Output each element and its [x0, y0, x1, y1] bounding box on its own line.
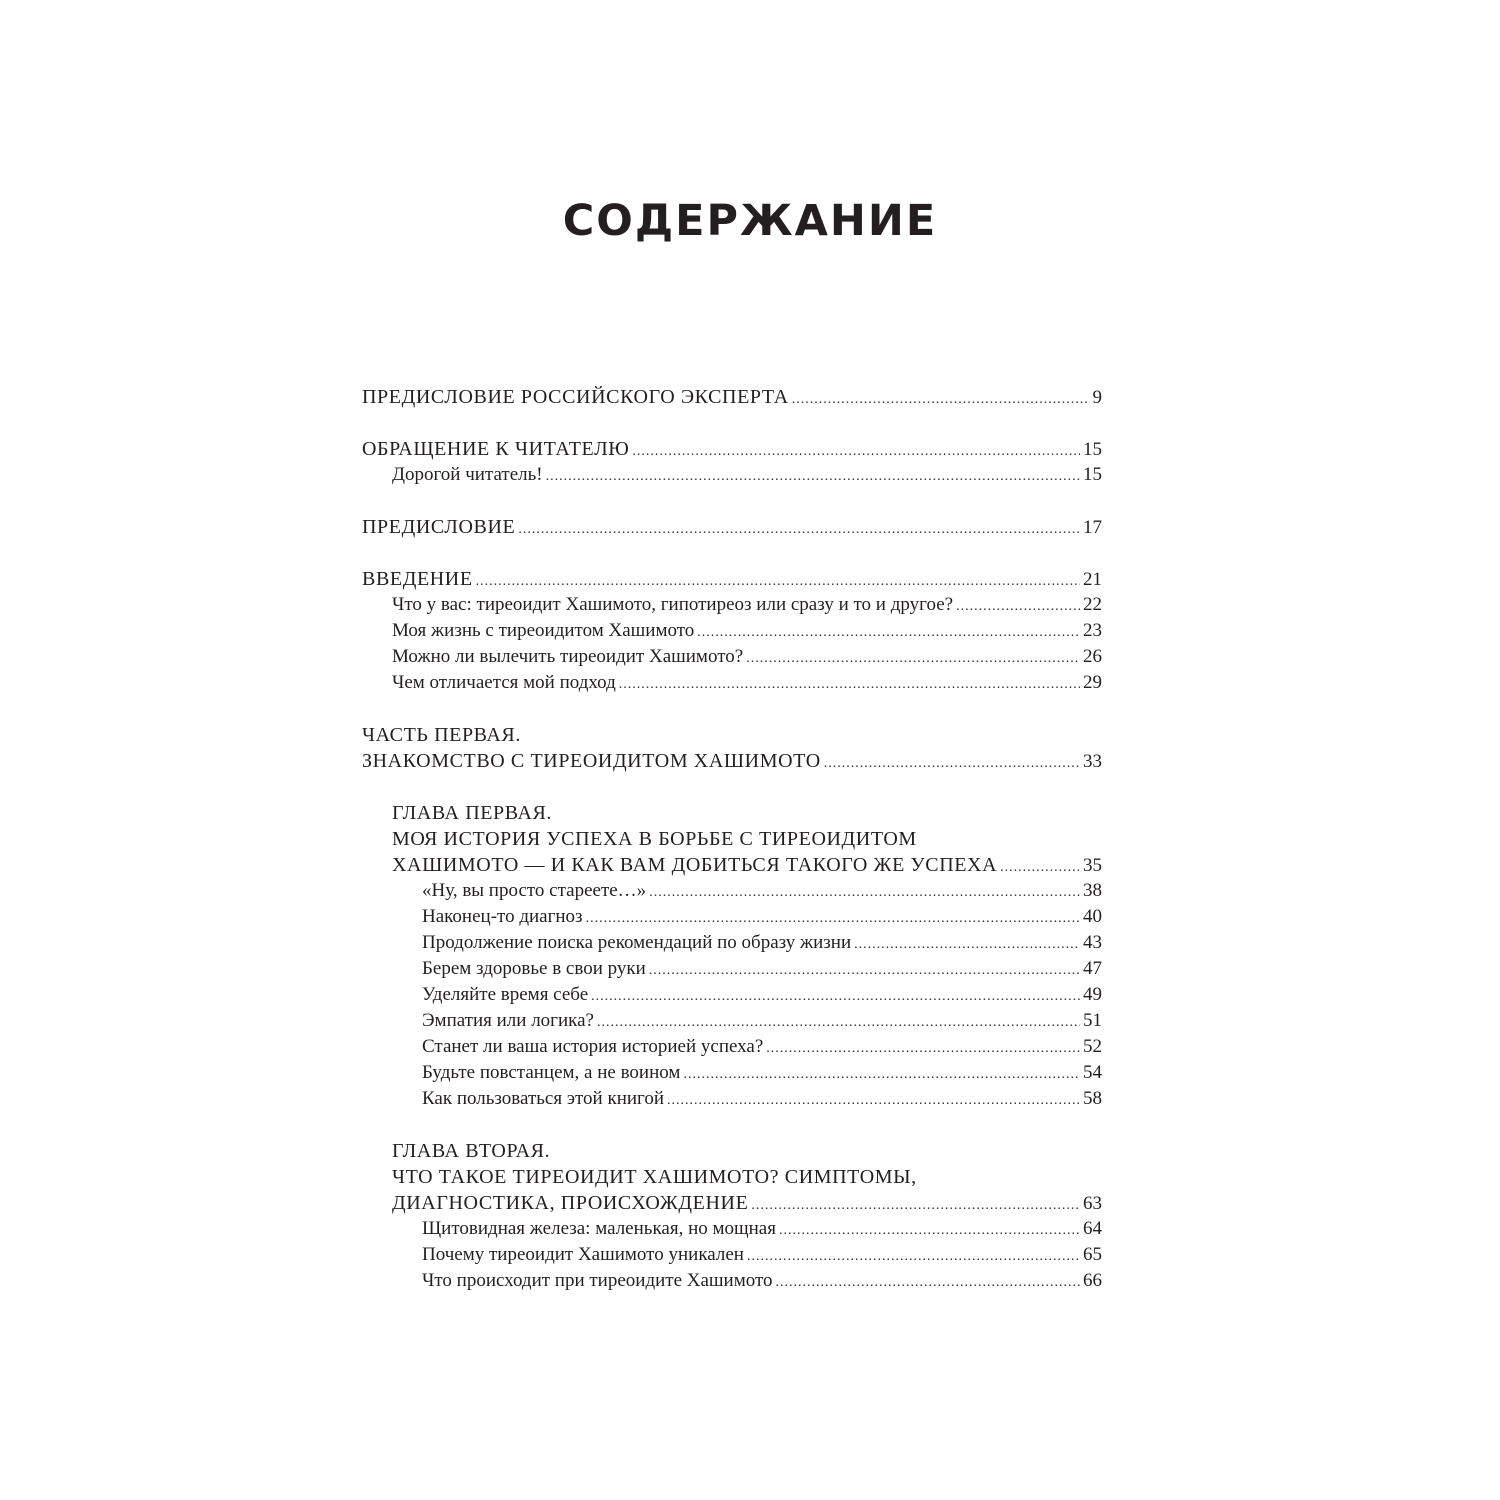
toc-page-number: 35 [1083, 855, 1102, 876]
dot-leader [591, 984, 1080, 1010]
toc-entry[interactable] [362, 384, 1102, 410]
dot-leader [697, 620, 1080, 646]
toc-page-number: 40 [1083, 906, 1102, 927]
toc-page-number: 15 [1083, 464, 1102, 485]
toc-page-number: 52 [1083, 1036, 1102, 1057]
toc-entry-label: Можно ли вылечить тиреоидит Хашимото? [392, 646, 744, 667]
toc-page-number: 64 [1083, 1218, 1102, 1239]
toc-entry[interactable] [362, 1060, 1102, 1086]
toc-heading [362, 1138, 1102, 1164]
toc-spacer [362, 410, 1102, 436]
toc-entry-label: Дорогой читатель! [392, 464, 543, 485]
dot-leader [518, 517, 1080, 543]
toc-entry[interactable] [362, 878, 1102, 904]
toc-entry-label: ПРЕДИСЛОВИЕ РОССИЙСКОГО ЭКСПЕРТА [362, 386, 789, 408]
toc-page-number: 29 [1083, 672, 1102, 693]
toc-page-number: 23 [1083, 620, 1102, 641]
dot-leader [854, 932, 1080, 958]
dot-leader [649, 958, 1080, 984]
toc-entry-label: Эмпатия или логика? [422, 1010, 594, 1031]
toc-entry-label: Щитовидная железа: маленькая, но мощная [422, 1218, 776, 1239]
toc-page-number: 66 [1083, 1270, 1102, 1291]
page-title: СОДЕРЖАНИЕ [562, 196, 938, 246]
toc-entry[interactable] [362, 514, 1102, 540]
toc-entry[interactable] [362, 1242, 1102, 1268]
dot-leader [667, 1088, 1080, 1114]
dot-leader [747, 1244, 1080, 1270]
toc-page-number: 33 [1083, 751, 1102, 772]
toc-entry[interactable] [362, 1086, 1102, 1112]
table-of-contents [362, 384, 1102, 1294]
toc-page-number: 43 [1083, 932, 1102, 953]
dot-leader [586, 906, 1080, 932]
toc-entry[interactable] [362, 1268, 1102, 1294]
toc-entry-label: Моя жизнь с тиреоидитом Хашимото [392, 620, 695, 641]
toc-entry-label: ХАШИМОТО — И КАК ВАМ ДОБИТЬСЯ ТАКОГО ЖЕ УСПЕХА [392, 854, 998, 876]
dot-leader [597, 1010, 1080, 1036]
toc-entry[interactable] [362, 644, 1102, 670]
toc-entry-label: Продолжение поиска рекомендаций по образу жизни [422, 932, 852, 953]
toc-page-number: 58 [1083, 1088, 1102, 1109]
dot-leader [649, 880, 1080, 906]
toc-entry-label: Что происходит при тиреоидите Хашимото [422, 1270, 773, 1291]
toc-page-number: 65 [1083, 1244, 1102, 1265]
toc-entry-label: ОБРАЩЕНИЕ К ЧИТАТЕЛЮ [362, 438, 630, 460]
dot-leader [683, 1062, 1080, 1088]
dot-leader [779, 1218, 1080, 1244]
dot-leader [792, 387, 1090, 413]
dot-leader [746, 646, 1080, 672]
dot-leader [751, 1193, 1080, 1219]
toc-heading [362, 826, 1102, 852]
toc-heading [362, 722, 1102, 748]
toc-page-number: 15 [1083, 439, 1102, 460]
toc-spacer [362, 1112, 1102, 1138]
toc-heading [362, 800, 1102, 826]
toc-entry[interactable] [362, 670, 1102, 696]
toc-entry[interactable] [362, 852, 1102, 878]
toc-entry[interactable] [362, 1190, 1102, 1216]
toc-page-number: 49 [1083, 984, 1102, 1005]
toc-entry[interactable] [362, 1216, 1102, 1242]
dot-leader [824, 751, 1080, 777]
toc-entry[interactable] [362, 982, 1102, 1008]
dot-leader [776, 1270, 1080, 1296]
toc-entry-label: ЗНАКОМСТВО С ТИРЕОИДИТОМ ХАШИМОТО [362, 750, 821, 772]
dot-leader [619, 672, 1080, 698]
toc-entry-label: Что у вас: тиреоидит Хашимото, гипотиреоз или сразу и то и другое? [392, 594, 954, 615]
toc-page-number: 9 [1092, 387, 1102, 408]
toc-entry-label: Наконец-то диагноз [422, 906, 583, 927]
toc-entry-label: «Ну, вы просто стареете…» [422, 880, 647, 901]
toc-entry-label: Как пользоваться этой книгой [422, 1088, 665, 1109]
toc-page-number: 47 [1083, 958, 1102, 979]
toc-entry[interactable] [362, 748, 1102, 774]
toc-page-number: 54 [1083, 1062, 1102, 1083]
dot-leader [632, 439, 1080, 465]
toc-entry-label: ЧТО ТАКОЕ ТИРЕОИДИТ ХАШИМОТО? СИМПТОМЫ, [392, 1166, 917, 1188]
toc-entry-label: ДИАГНОСТИКА, ПРОИСХОЖДЕНИЕ [392, 1192, 749, 1214]
dot-leader [766, 1036, 1080, 1062]
toc-entry[interactable] [362, 1008, 1102, 1034]
toc-entry[interactable] [362, 618, 1102, 644]
toc-page-number: 21 [1083, 569, 1102, 590]
toc-entry-label: Берем здоровье в свои руки [422, 958, 646, 979]
toc-entry-label: ПРЕДИСЛОВИЕ [362, 516, 516, 538]
dot-leader [546, 464, 1080, 490]
toc-entry-label: МОЯ ИСТОРИЯ УСПЕХА В БОРЬБЕ С ТИРЕОИДИТОМ [392, 828, 917, 850]
toc-heading [362, 1164, 1102, 1190]
toc-entry[interactable] [362, 1034, 1102, 1060]
toc-spacer [362, 696, 1102, 722]
dot-leader [956, 594, 1080, 620]
dot-leader [1000, 855, 1080, 881]
toc-entry-label: Уделяйте время себе [422, 984, 589, 1005]
toc-page-number: 22 [1083, 594, 1102, 615]
toc-entry-label: ГЛАВА ВТОРАЯ. [392, 1140, 551, 1162]
toc-entry[interactable] [362, 462, 1102, 488]
toc-entry[interactable] [362, 592, 1102, 618]
toc-entry[interactable] [362, 930, 1102, 956]
toc-entry-label: Почему тиреоидит Хашимото уникален [422, 1244, 744, 1265]
toc-entry-label: ВВЕДЕНИЕ [362, 568, 473, 590]
toc-entry[interactable] [362, 956, 1102, 982]
toc-entry-label: Будьте повстанцем, а не воином [422, 1062, 681, 1083]
toc-page-number: 26 [1083, 646, 1102, 667]
toc-page-number: 51 [1083, 1010, 1102, 1031]
toc-page-number: 63 [1083, 1193, 1102, 1214]
toc-page-number: 38 [1083, 880, 1102, 901]
toc-entry-label: ГЛАВА ПЕРВАЯ. [392, 802, 553, 824]
toc-entry[interactable] [362, 566, 1102, 592]
toc-entry-label: Чем отличается мой подход [392, 672, 616, 693]
toc-spacer [362, 540, 1102, 566]
toc-page-number: 17 [1083, 517, 1102, 538]
toc-entry-label: ЧАСТЬ ПЕРВАЯ. [362, 724, 521, 746]
toc-spacer [362, 488, 1102, 514]
toc-entry-label: Станет ли ваша история историей успеха? [422, 1036, 764, 1057]
toc-entry[interactable] [362, 904, 1102, 930]
toc-spacer [362, 774, 1102, 800]
toc-entry[interactable] [362, 436, 1102, 462]
